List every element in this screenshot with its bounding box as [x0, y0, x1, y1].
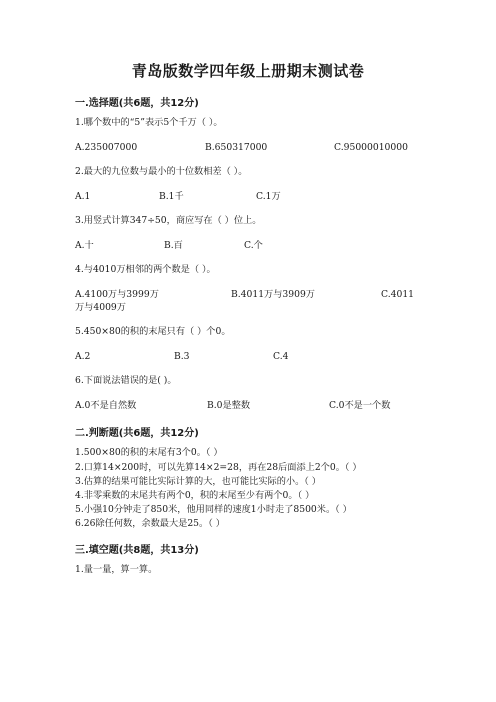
judge-item-2: 2.口算14×200时，可以先算14×2=28，再在28后面添上2个0。（ ） [75, 462, 362, 473]
option-b: B.百 [164, 240, 183, 251]
option-a: A.4100万与3999万 [75, 289, 159, 300]
judge-item-3: 3.估算的结果可能比实际计算的大，也可能比实际的小。（ ） [75, 476, 321, 487]
judge-item-6: 6.26除任何数，余数最大是25。（ ） [75, 518, 225, 529]
option-c: C.1万 [256, 191, 281, 202]
option-c-continued: 万与4009万 [75, 302, 126, 313]
section-heading-judge: 二.判断题(共6题，共12分) [75, 428, 199, 439]
option-a: A.2 [75, 351, 91, 362]
question-5: 5.450×80的积的末尾只有（ ）个0。 [75, 326, 231, 337]
option-b: B.1千 [159, 191, 184, 202]
option-b: B.3 [174, 351, 190, 362]
option-b: B.0是整数 [207, 400, 251, 411]
question-4: 4.与4010万相邻的两个数是（ ）。 [75, 264, 216, 275]
question-2: 2.最大的九位数与最小的十位数相差（ ）。 [75, 166, 248, 177]
judge-item-1: 1.500×80的积的末尾有3个0。（ ） [75, 447, 223, 458]
judge-item-4: 4.非零乘数的末尾共有两个0，积的末尾至少有两个0。（ ） [75, 490, 315, 501]
page-title: 青岛版数学四年级上册期末测试卷 [131, 62, 365, 80]
option-a: A.1 [75, 191, 91, 202]
fill-question-1: 1.量一量，算一算。 [75, 564, 158, 575]
option-a: A.235007000 [75, 142, 138, 153]
question-1: 1.哪个数中的“5”表示5个千万（ ）。 [75, 117, 223, 128]
question-6: 6.下面说法错误的是( )。 [75, 375, 177, 386]
section-heading-fill: 三.填空题(共8题，共13分) [75, 545, 199, 556]
option-c: C.0不是一个数 [329, 400, 391, 411]
option-b: B.650317000 [205, 142, 268, 153]
option-c: C.4 [273, 351, 289, 362]
option-b: B.4011万与3909万 [231, 289, 315, 300]
option-c: C.95000010000 [334, 142, 408, 153]
section-heading-choice: 一.选择题(共6题，共12分) [75, 98, 199, 109]
judge-item-5: 5.小强10分钟走了850米，他用同样的速度1小时走了8500米。（ ） [75, 504, 352, 515]
option-a: A.十 [75, 240, 94, 251]
option-a: A.0不是自然数 [75, 400, 137, 411]
question-3: 3.用竖式计算347÷50，商应写在（ ）位上。 [75, 215, 262, 226]
option-c: C.4011 [381, 289, 415, 300]
option-c: C.个 [244, 240, 263, 251]
